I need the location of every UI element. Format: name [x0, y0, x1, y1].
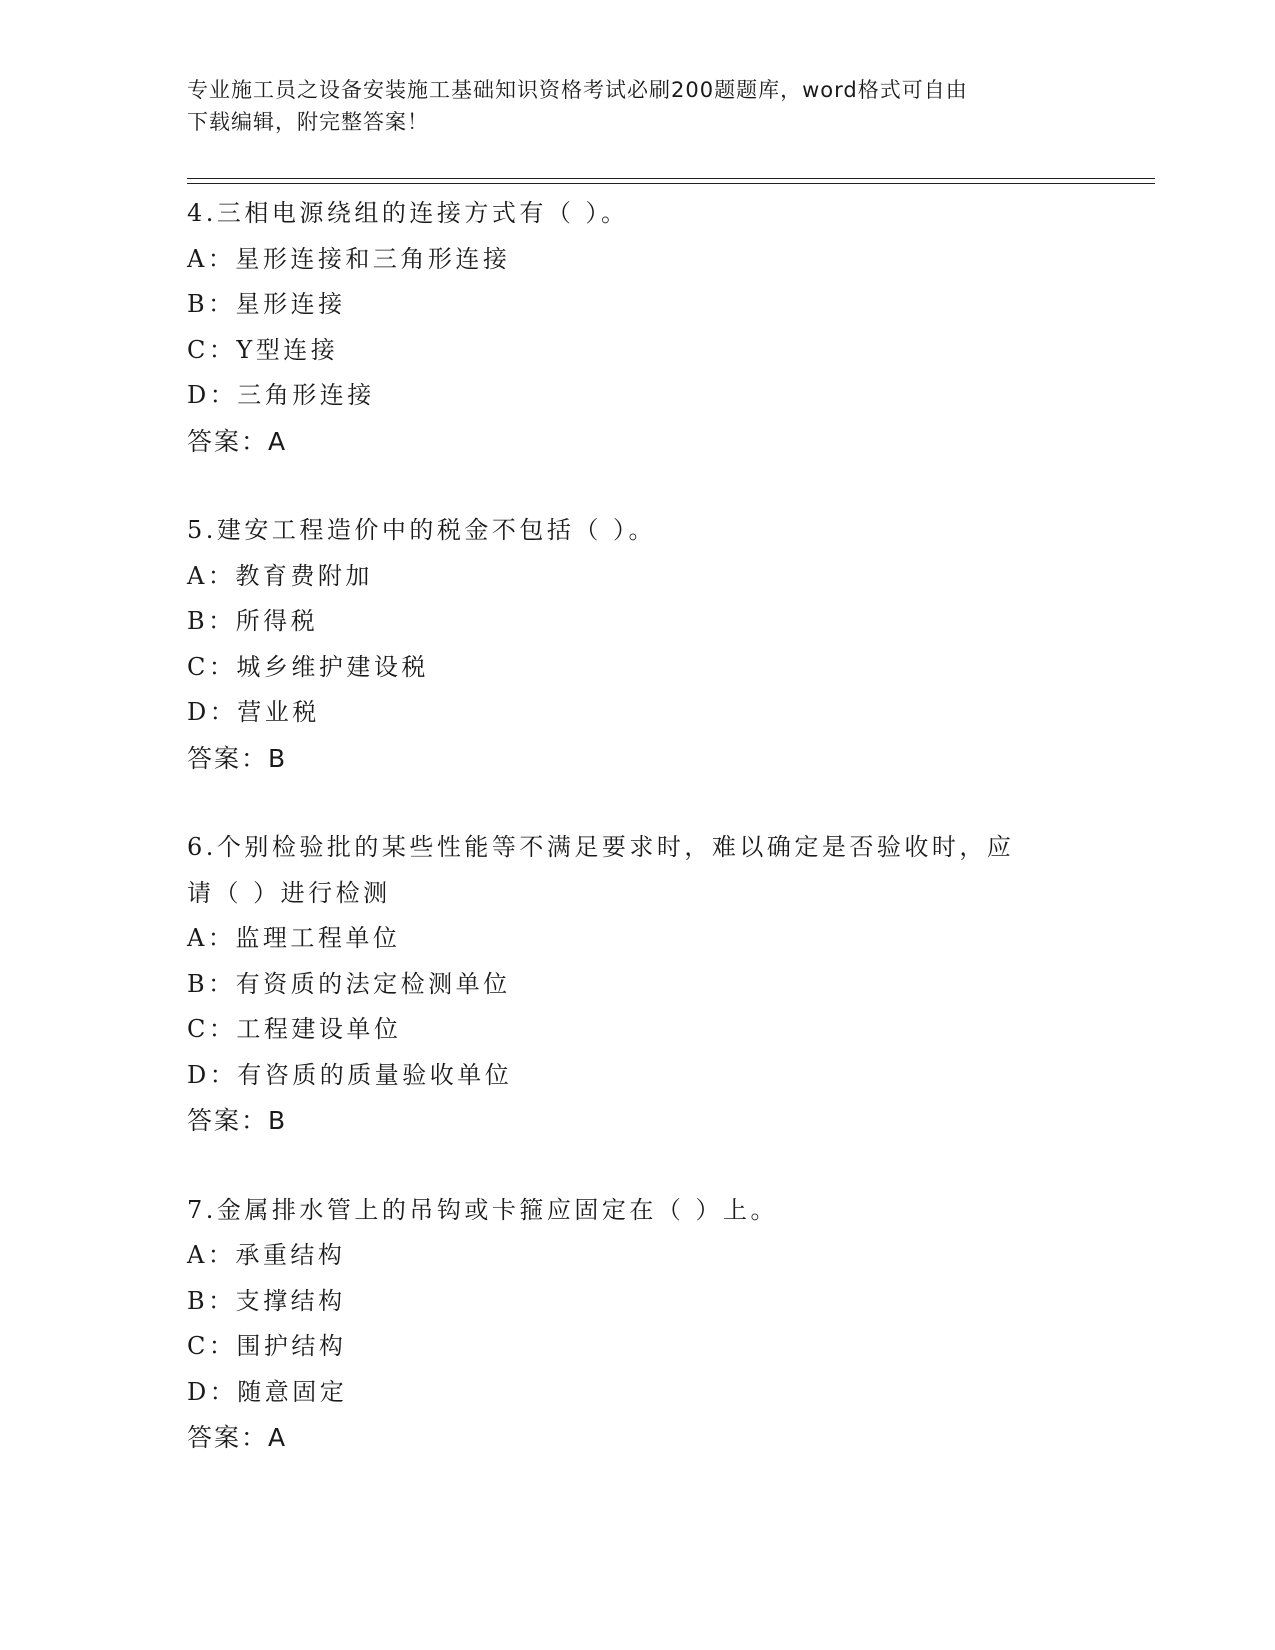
option-d: D：随意固定	[187, 1377, 348, 1406]
header-divider-bottom	[187, 183, 1155, 184]
option-d: D：营业税	[187, 698, 320, 726]
document-header	[187, 74, 1067, 138]
question-list	[187, 191, 1087, 1505]
question-stem: 5.建安工程造价中的税金不包括（ ）。	[187, 516, 657, 544]
question-stem: 4.三相电源绕组的连接方式有（ ）。	[187, 199, 629, 227]
option-d: D：三角形连接	[187, 381, 375, 409]
option-a: A：监理工程单位	[187, 924, 401, 952]
question-item	[187, 825, 1087, 1144]
option-a: A：教育费附加	[187, 561, 373, 590]
option-c: C：Y型连接	[187, 335, 339, 364]
question-stem: 7.金属排水管上的吊钩或卡箍应固定在（ ）上。	[187, 1195, 779, 1224]
question-item	[187, 1188, 1087, 1461]
answer-line: 答案：A	[187, 426, 288, 456]
question-stem-continuation: 请（ ）进行检测	[187, 878, 391, 907]
header-title-line-1: 专业施工员之设备安装施工基础知识资格考试必刷200题题库，word格式可自由	[187, 78, 968, 102]
option-a: A：星形连接和三角形连接	[187, 244, 511, 273]
question-stem: 6.个别检验批的某些性能等不满足要求时，难以确定是否验收时，应	[187, 833, 1015, 861]
answer-line: 答案：A	[187, 1423, 288, 1452]
option-c: C：围护结构	[187, 1332, 347, 1360]
option-b: B：所得税	[187, 607, 319, 635]
header-title-line-2: 下载编辑，附完整答案！	[187, 110, 429, 134]
option-b: B：支撑结构	[187, 1286, 346, 1315]
answer-line: 答案：B	[187, 743, 288, 773]
option-c: C：城乡维护建设税	[187, 652, 429, 681]
question-item	[187, 508, 1087, 781]
header-divider-top	[187, 178, 1155, 179]
option-c: C：工程建设单位	[187, 1015, 402, 1043]
question-item	[187, 191, 1087, 464]
answer-line: 答案：B	[187, 1106, 288, 1135]
option-b: B：有资质的法定检测单位	[187, 969, 511, 998]
option-d: D：有咨质的质量验收单位	[187, 1060, 513, 1089]
option-a: A：承重结构	[187, 1241, 346, 1269]
option-b: B：星形连接	[187, 290, 346, 318]
